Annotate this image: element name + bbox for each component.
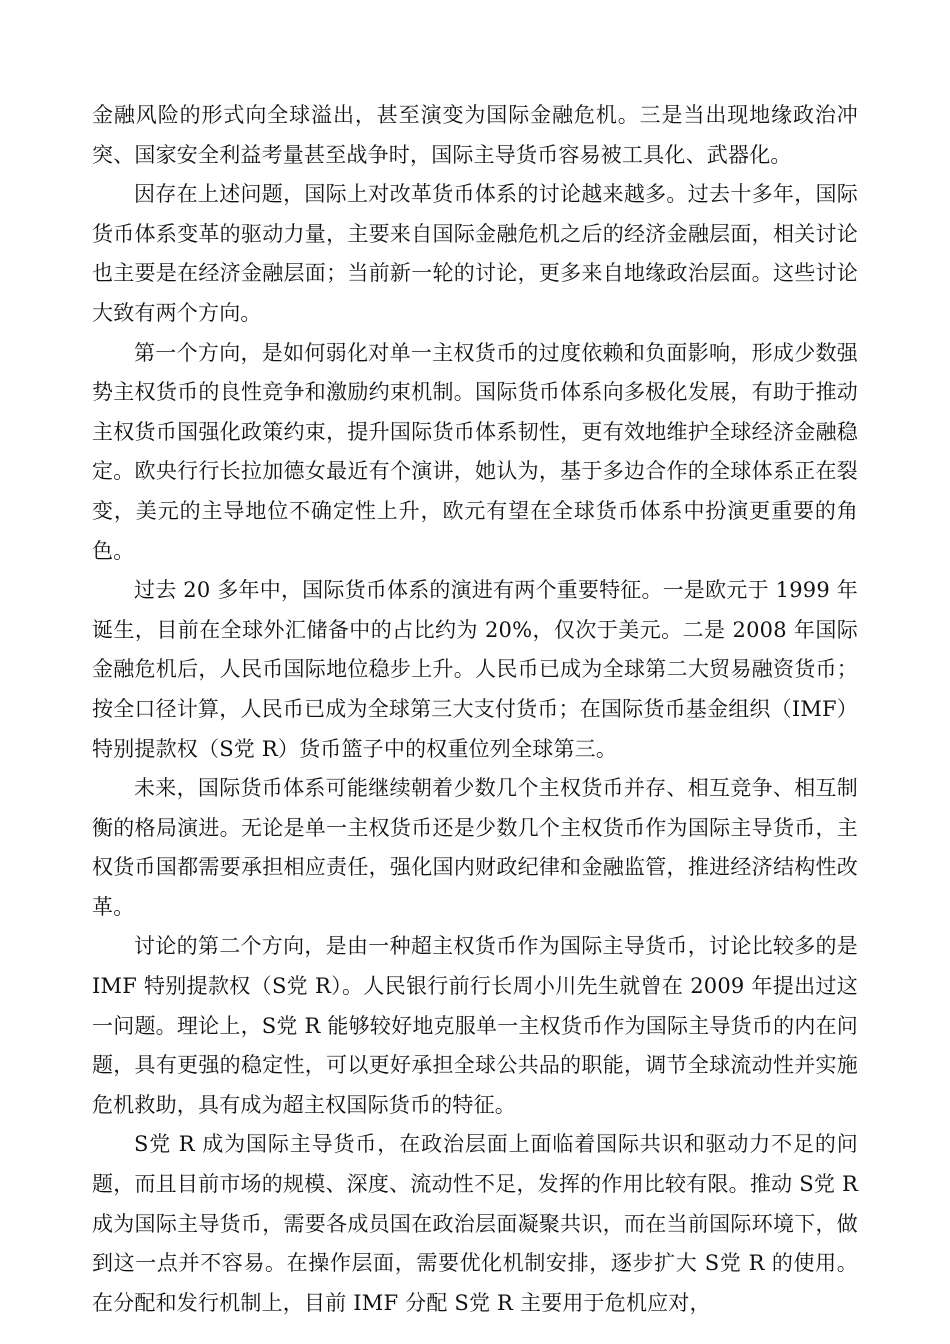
- paragraph: 过去 20 多年中，国际货币体系的演进有两个重要特征。一是欧元于 1999 年诞生，目前在全球外汇储备中的占比约为 20%，仅次于美元。二是 2008 年国际金融危机后，人民币国际地位稳步上升。人民币已成为全球第二大贸易融资货币；按全口径计算，人民币已成为全球第三大支付货币；在国际货币基金组织（IMF）特别提款权（S党 R）货币篮子中的权重位列全球第三。: [92, 578, 858, 761]
- body-text: [92, 96, 858, 1323]
- paragraph: 第一个方向，是如何弱化对单一主权货币的过度依赖和负面影响，形成少数强势主权货币的良性竞争和激励约束机制。国际货币体系向多极化发展，有助于推动主权货币国强化政策约束，提升国际货币体系韧性，更有效地维护全球经济金融稳定。欧央行行长拉加德女最近有个演讲，她认为，基于多边合作的全球体系正在裂变，美元的主导地位不确定性上升，欧元有望在全球货币体系中扮演更重要的角色。: [92, 340, 858, 563]
- paragraph: 因存在上述问题，国际上对改革货币体系的讨论越来越多。过去十多年，国际货币体系变革的驱动力量，主要来自国际金融危机之后的经济金融层面，相关讨论也主要是在经济金融层面；当前新一轮的讨论，更多来自地缘政治层面。这些讨论大致有两个方向。: [92, 182, 858, 325]
- paragraph: 讨论的第二个方向，是由一种超主权货币作为国际主导货币，讨论比较多的是 IMF 特别提款权（S党 R）。人民银行前行长周小川先生就曾在 2009 年提出过这一问题。理论上，S党 R 能够较好地克服单一主权货币作为国际主导货币的内在问题，具有更强的稳定性，可以更好承担全球公共品的职能，调节全球流动性并实施危机救助，具有成为超主权国际货币的特征。: [92, 934, 858, 1117]
- paragraph: 未来，国际货币体系可能继续朝着少数几个主权货币并存、相互竞争、相互制衡的格局演进。无论是单一主权货币还是少数几个主权货币作为国际主导货币，主权货币国都需要承担相应责任，强化国内财政纪律和金融监管，推进经济结构性改革。: [92, 776, 858, 919]
- paragraph-continued: 金融风险的形式向全球溢出，甚至演变为国际金融危机。三是当出现地缘政治冲突、国家安全利益考量甚至战争时，国际主导货币容易被工具化、武器化。: [92, 103, 858, 167]
- paragraph: S党 R 成为国际主导货币，在政治层面上面临着国际共识和驱动力不足的问题，而且目前市场的规模、深度、流动性不足，发挥的作用比较有限。推动 S党 R 成为国际主导货币，需要各成员国在政治层面凝聚共识，而在当前国际环境下，做到这一点并不容易。在操作层面，需要优化机制安排，逐步扩大 S党 R 的使用。在分配和发行机制上，目前 IMF 分配 S党 R 主要用于危机应对，: [92, 1132, 858, 1315]
